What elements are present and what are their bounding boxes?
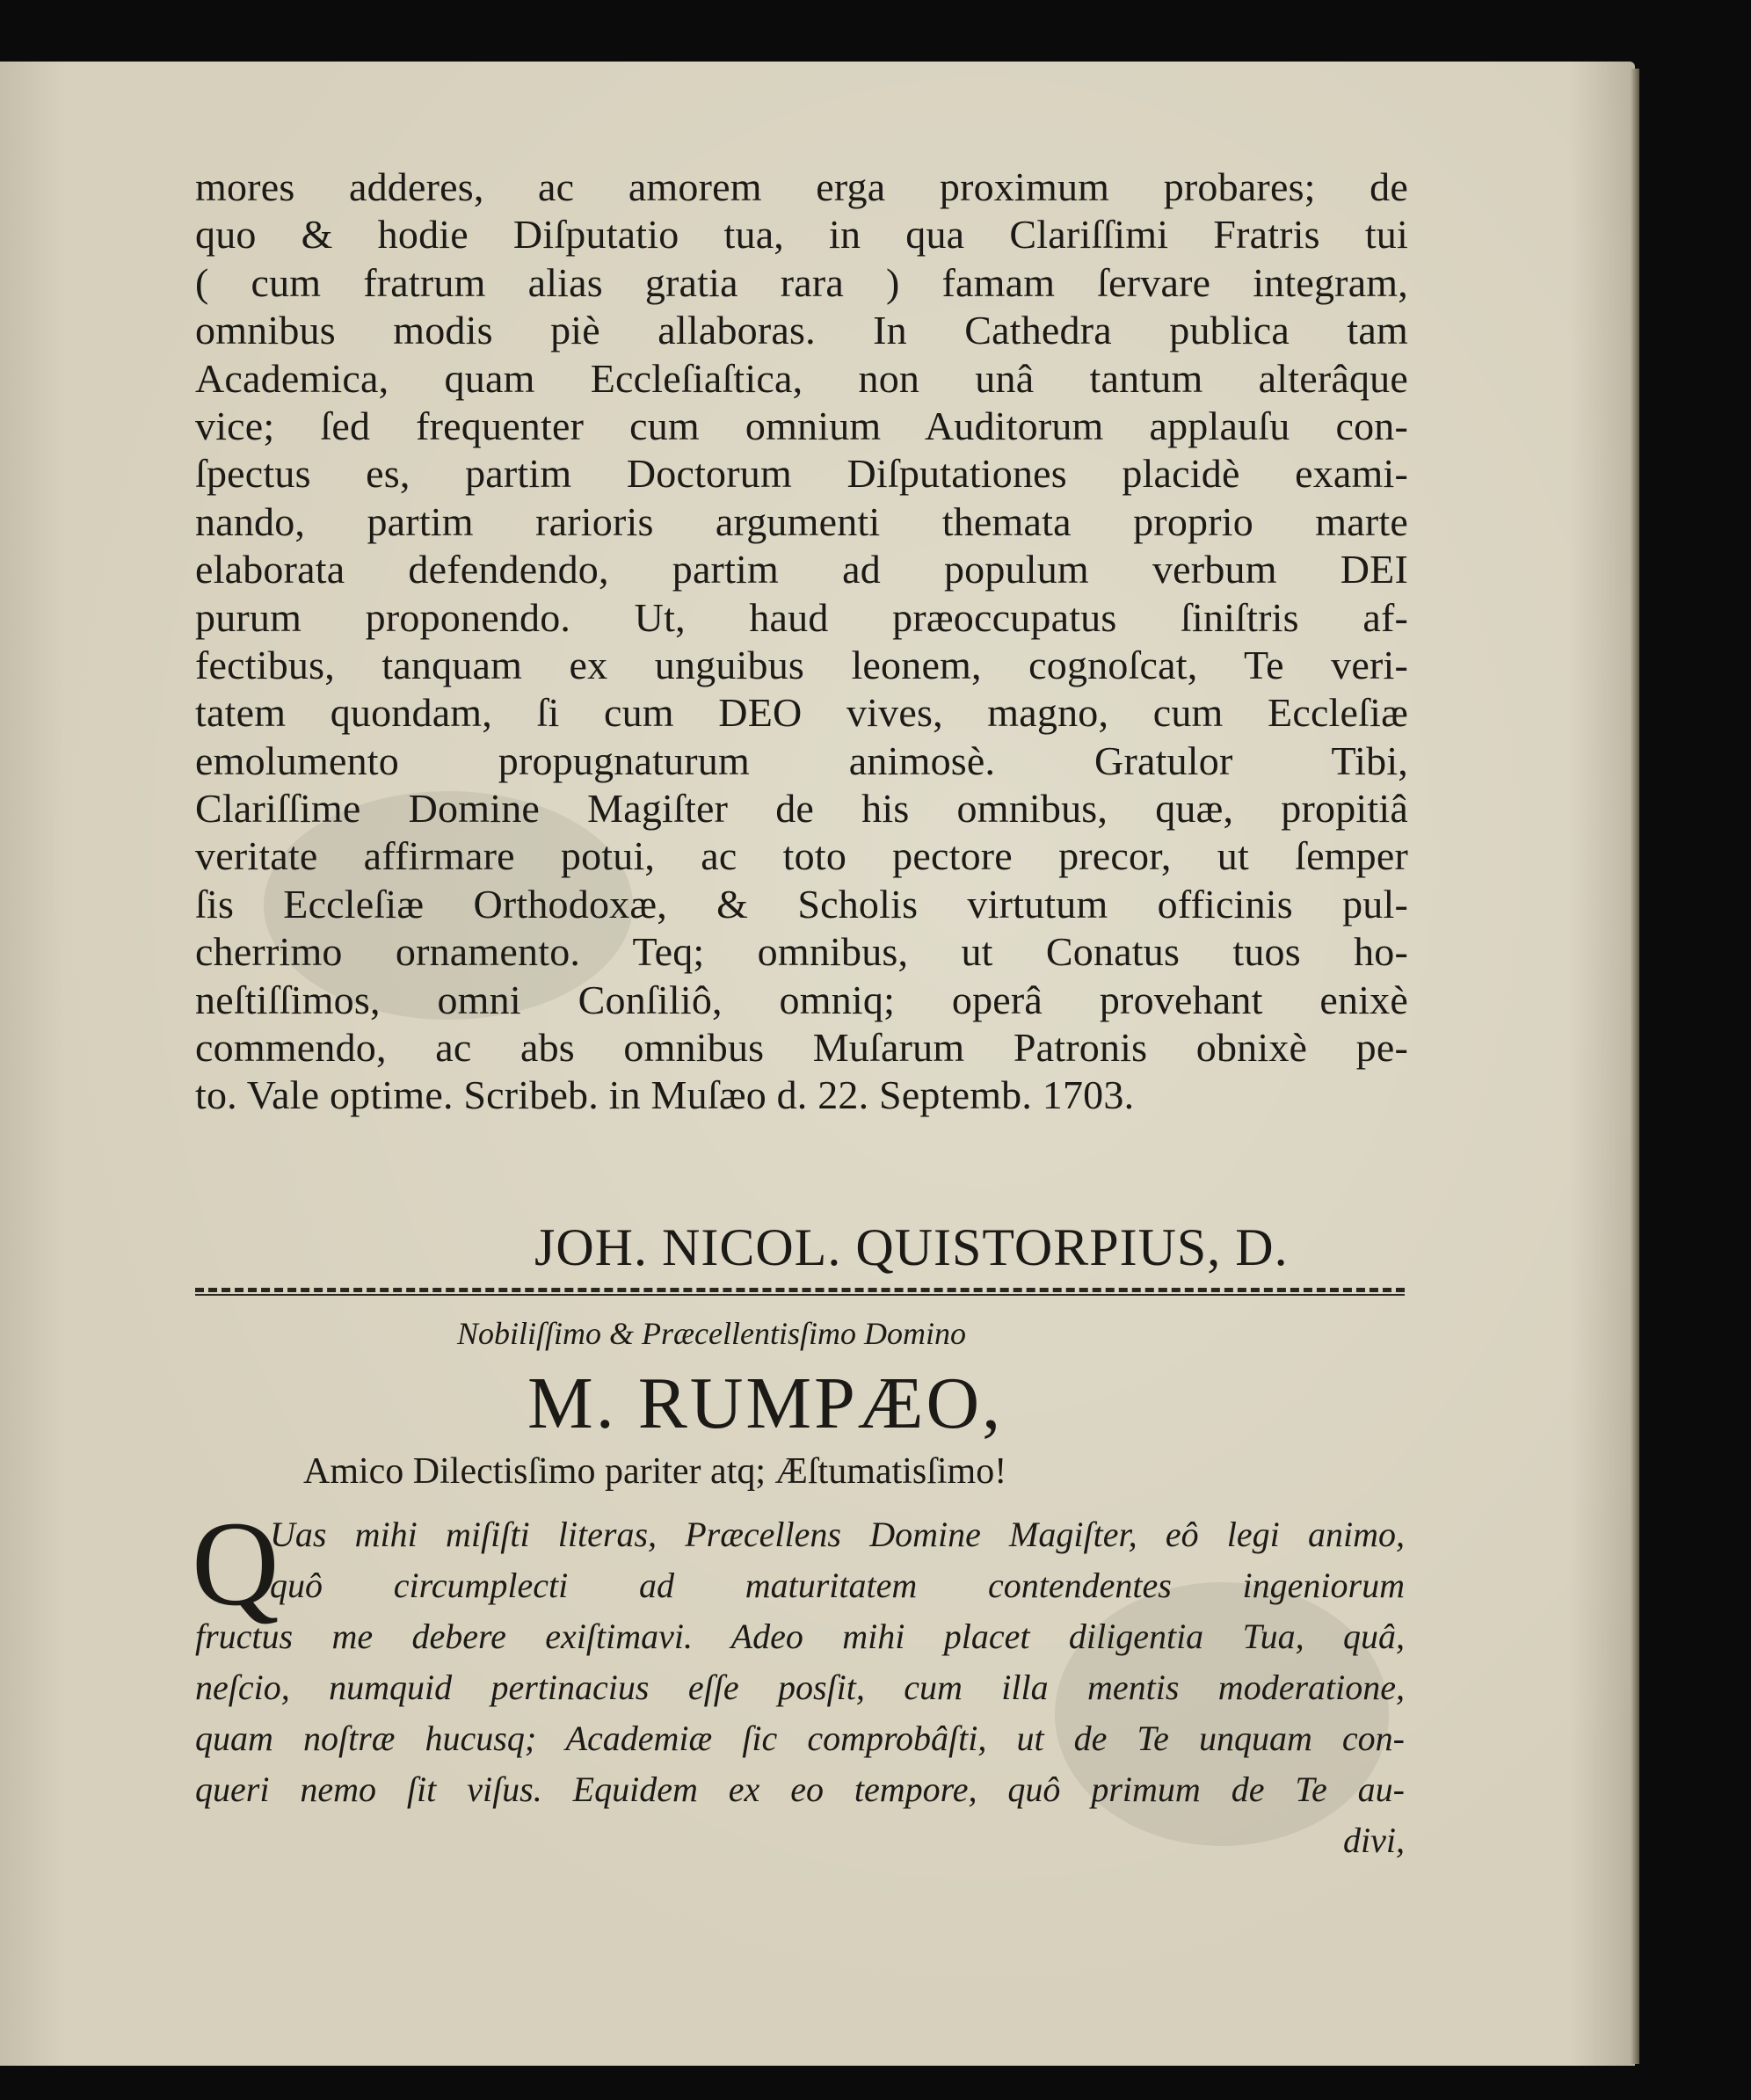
text-line: fectibus, tanquam ex unguibus leonem, cognoſcat, Te veri- — [195, 642, 1408, 687]
text-line: ſis Eccleſiæ Orthodoxæ, & Scholis virtutum officinis pul- — [195, 881, 1408, 926]
dedication-tagline: Amico Dilectisſimo pariter atq; Æſtumatisſimo! — [303, 1451, 1007, 1492]
drop-cap: Q — [192, 1496, 280, 1631]
main-paragraph — [195, 163, 1408, 1120]
text-line: nando, partim rarioris argumenti themata proprio marte — [195, 498, 1408, 544]
text-line: commendo, ac abs omnibus Muſarum Patronis obnixè pe- — [195, 1025, 1408, 1071]
letter-line: queri nemo ſit viſus. Equidem ex eo tempore, quô primum de Te au- — [195, 1769, 1405, 1809]
text-line: quo & hodie Diſputatio tua, in qua Clariſſimi Fratris tui — [195, 212, 1408, 258]
dedication-subtitle: Nobiliſſimo & Præcellentisſimo Domino — [457, 1316, 966, 1351]
dedication-name: M. RUMPÆO, — [527, 1362, 1004, 1444]
letter-line: quam noſtræ hucusq; Academiæ ſic comprobâſti, ut de Te unquam con- — [195, 1719, 1405, 1758]
text-line: emolumento propugnaturum animosè. Gratulor Tibi, — [195, 738, 1408, 783]
text-line: ſpectus es, partim Doctorum Diſputationes placidè exami- — [195, 451, 1408, 497]
text-line: mores adderes, ac amorem erga proximum probares; de — [195, 164, 1408, 209]
text-line: ( cum fratrum alias gratia rara ) famam ſervare integram, — [195, 259, 1408, 305]
text-line: Academica, quam Eccleſiaſtica, non unâ tantum alterâque — [195, 355, 1408, 401]
text-line: to. Vale optime. Scribeb. in Muſæo d. 22. Septemb. 1703. — [195, 1072, 1135, 1118]
page-edge — [1631, 69, 1639, 2064]
letter-line: quô circumplecti ad maturitatem contendentes ingeniorum — [270, 1566, 1405, 1605]
divider-rule — [195, 1288, 1405, 1292]
letter-line: divi, — [1343, 1820, 1405, 1860]
text-line: omnibus modis piè allaboras. In Cathedra publica tam — [195, 308, 1408, 353]
signature: JOH. NICOL. QUISTORPIUS, D. — [534, 1218, 1289, 1276]
letter-line: Uas mihi miſiſti literas, Præcellens Domine Magiſter, eô legi animo, — [270, 1515, 1405, 1554]
letter-line: neſcio, numquid pertinacius eſſe posſit, cum illa mentis moderatione, — [195, 1668, 1405, 1707]
text-line: Clariſſime Domine Magiſter de his omnibus, quæ, propitiâ — [195, 786, 1408, 832]
letter-paragraph — [195, 1509, 1405, 1866]
text-line: tatem quondam, ſi cum DEO vives, magno, cum Eccleſiæ — [195, 690, 1408, 736]
divider-rule — [195, 1294, 1405, 1296]
letter-line: fructus me debere exiſtimavi. Adeo mihi placet diligentia Tua, quâ, — [195, 1617, 1405, 1656]
text-line: neſtiſſimos, omni Conſiliô, omniq; operâ provehant enixè — [195, 977, 1408, 1022]
text-line: cherrimo ornamento. Teq; omnibus, ut Conatus tuos ho- — [195, 929, 1408, 975]
text-line: vice; ſed frequenter cum omnium Auditorum applauſu con- — [195, 403, 1408, 448]
text-line: elaborata defendendo, partim ad populum verbum DEI — [195, 547, 1408, 592]
text-line: purum proponendo. Ut, haud præoccupatus ſiniſtris af- — [195, 594, 1408, 640]
text-line: veritate affirmare potui, ac toto pectore precor, ut ſemper — [195, 833, 1408, 879]
